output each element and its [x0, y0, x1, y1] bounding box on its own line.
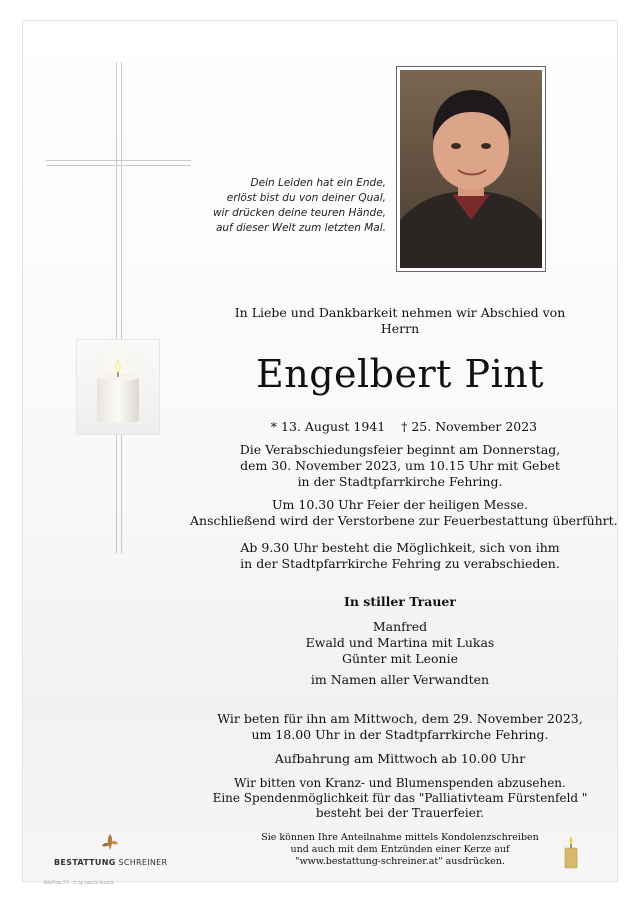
cross-vertical: [116, 62, 122, 554]
ceremony-line: in der Stadtpfarrkirche Fehring.: [297, 474, 503, 489]
intro-line: Herrn: [380, 321, 420, 336]
mourner: Ewald und Martina mit Lukas: [305, 635, 495, 650]
mass-info: [190, 497, 618, 529]
mourner: Günter mit Leonie: [342, 651, 458, 666]
life-dates: [190, 403, 610, 435]
ceremony-info: [190, 442, 610, 490]
intro-line: In Liebe und Dankbarkeit nehmen wir Abschied von: [234, 305, 566, 320]
cross-horizontal: [46, 160, 191, 166]
relatives-line: im Namen aller Verwandten: [310, 672, 490, 687]
logo-text-bold: BESTATTUNG: [54, 858, 116, 867]
poem-line: erlöst bist du von deiner Qual,: [226, 192, 386, 204]
poem: [200, 176, 386, 236]
intro-text: [190, 305, 610, 337]
farewell-info: [190, 540, 610, 572]
mourning-heading: In stiller Trauer: [344, 594, 456, 609]
dates-text: * 13. August 1941 † 25. November 2023: [270, 419, 538, 434]
poem-line: wir drücken deine teuren Hände,: [212, 207, 386, 219]
condolence-line: "www.bestattung-schreiner.at" ausdrücken.: [295, 856, 505, 867]
ceremony-line: dem 30. November 2023, um 10.15 Uhr mit Gebet: [240, 458, 560, 473]
portrait-frame: [396, 66, 546, 272]
prayer-info: [190, 711, 610, 743]
mourners-list: [190, 619, 610, 667]
flowers-line: besteht bei der Trauerfeier.: [315, 806, 485, 820]
farewell-line: Ab 9.30 Uhr besteht die Möglichkeit, sich von ihm: [240, 540, 560, 555]
prayer-line: um 18.00 Uhr in der Stadtpfarrkirche Fehring.: [251, 727, 549, 742]
ceremony-line: Die Verabschiedungsfeier beginnt am Donnerstag,: [239, 442, 561, 457]
portrait-photo: [400, 70, 542, 268]
prayer-line: Wir beten für ihn am Mittwoch, dem 29. November 2023,: [217, 711, 583, 726]
mass-line: Anschließend wird der Verstorbene zur Feuerbestattung überführt.: [190, 513, 618, 528]
farewell-line: in der Stadtpfarrkirche Fehring zu verabschieden.: [240, 556, 560, 571]
funeral-home-logo: [54, 832, 166, 867]
condolence-info: [190, 832, 610, 868]
deceased-name: Engelbert Pint: [256, 352, 544, 396]
poem-line: auf dieser Welt zum letzten Mal.: [215, 222, 386, 234]
logo-text-light: SCHREINER: [118, 858, 168, 867]
mourner: Manfred: [372, 619, 428, 634]
condolence-line: Sie können Ihre Anteilnahme mittels Kondolenzschreiben: [261, 832, 539, 843]
mass-line: Um 10.30 Uhr Feier der heiligen Messe.: [272, 497, 528, 512]
poem-line: Dein Leiden hat ein Ende,: [250, 177, 386, 189]
flowers-line: Wir bitten von Kranz- und Blumenspenden abzusehen.: [234, 776, 566, 790]
candle-icon: [562, 834, 580, 874]
candle-image: [76, 339, 160, 435]
viewing-info: Aufbahrung am Mittwoch ab 10.00 Uhr: [274, 751, 526, 766]
flowers-line: Eine Spendenmöglichkeit für das "Palliativteam Fürstenfeld ": [212, 791, 588, 805]
flowers-info: [190, 776, 610, 821]
logo-leaf-icon: [100, 832, 120, 852]
logo-text: [54, 858, 166, 867]
footnote: Bild/Foto 7/1 · © by Loischi Austria: [44, 880, 114, 885]
condolence-line: und auch mit dem Entzünden einer Kerze auf: [290, 844, 510, 855]
